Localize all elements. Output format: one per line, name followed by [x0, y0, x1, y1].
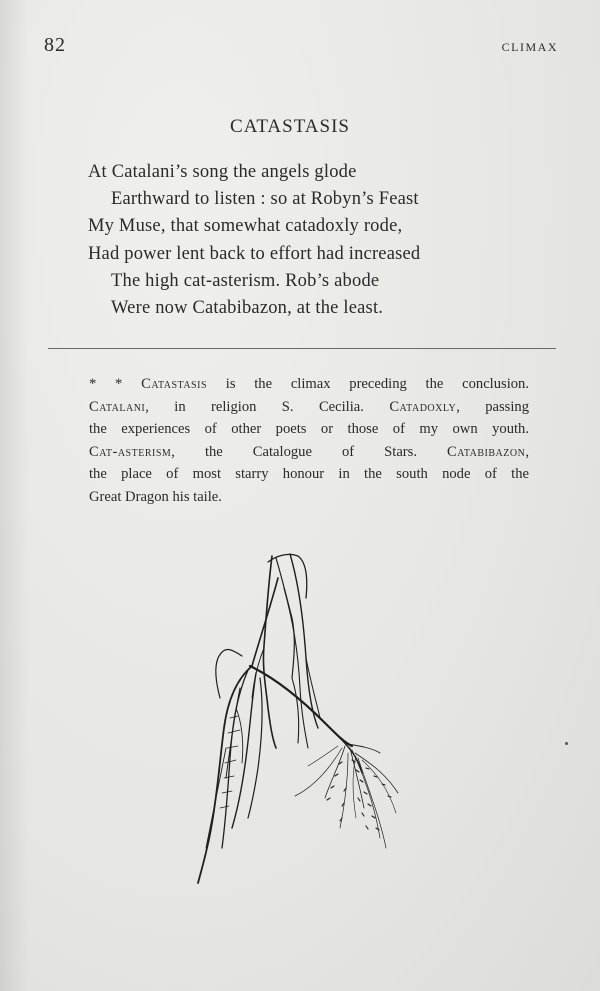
footnote-text: , in religion S. Cecilia.: [145, 398, 390, 415]
footnote-line: [89, 373, 529, 396]
footnote-text: is the climax preceding the conclusion.: [207, 376, 530, 392]
paper-speck: [565, 742, 568, 745]
dried-corn-stalk-illustration: [180, 548, 430, 893]
page-number: 82: [44, 34, 66, 56]
poem-stanza: [88, 159, 558, 322]
footnote-term: Catastasis: [141, 376, 208, 392]
poem-title: CATASTASIS: [230, 116, 350, 137]
poem-line: The high cat-asterism. Rob’s abode: [111, 270, 380, 291]
footnote-line: [89, 418, 529, 441]
footnote-text: the place of most starry honour in the south node of the: [89, 466, 529, 482]
page-gutter-shadow: [0, 0, 30, 991]
poem-line: Had power lent back to effort had increased: [88, 243, 421, 264]
footnote-term: Catabibazon: [447, 443, 526, 460]
footnote-term: Cat-asterism: [89, 443, 172, 460]
footnote-text: , passing: [456, 398, 529, 415]
footnote-line: [89, 441, 529, 464]
footnote-line: [89, 396, 529, 419]
footnote-line: [89, 463, 529, 486]
poem-line: At Catalani’s song the angels glode: [88, 162, 357, 182]
footnote-term: Catalani: [89, 398, 146, 415]
footnote-text: ,: [525, 443, 529, 460]
footnote-line: [89, 486, 529, 509]
poem-line: Earthward to listen : so at Robyn’s Feast: [111, 189, 419, 210]
divider-rule: [48, 348, 556, 349]
poem-line: Were now Catabibazon, at the least.: [111, 298, 384, 319]
footnote-text: , the Catalogue of Stars.: [171, 443, 448, 460]
running-head: CLIMAX: [501, 40, 558, 54]
footnote-block: [89, 373, 529, 508]
footnote-text: Great Dragon his taile.: [89, 488, 222, 505]
footnote-term: Catadoxly: [389, 398, 457, 415]
footnote-text: the experiences of other poets or those of my own youth.: [89, 421, 529, 437]
poem-line: My Muse, that somewhat catadoxly rode,: [88, 216, 403, 237]
footnote-asterisks: * *: [89, 376, 142, 392]
